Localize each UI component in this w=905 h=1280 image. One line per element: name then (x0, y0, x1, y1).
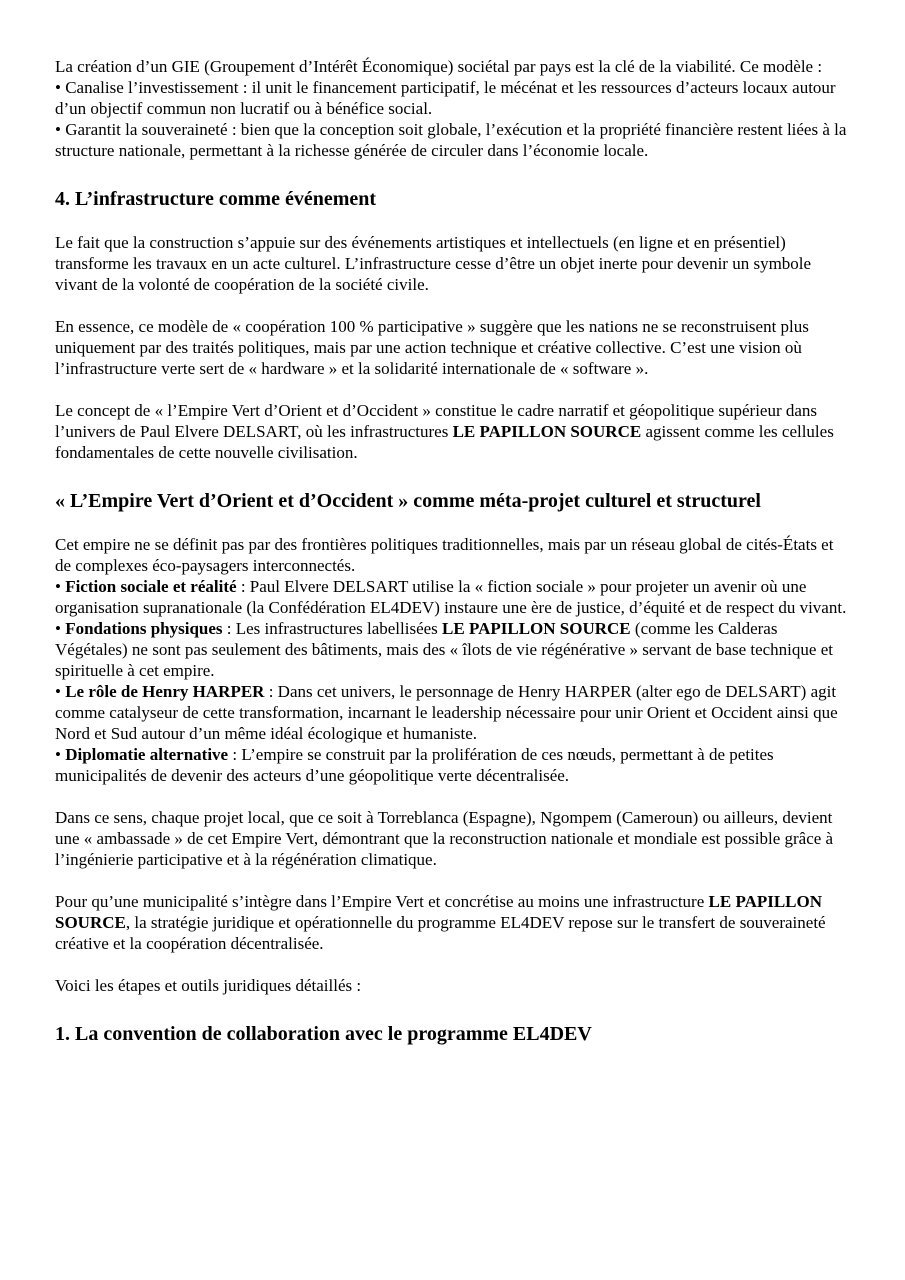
paragraph-ambassade-empire-vert: Dans ce sens, chaque projet local, que ce soit à Torreblanca (Espagne), Ngompem (Cameroun) ou ailleurs, devient une « ambassade » de cet Empire Vert, démontrant que la reconstruction nationale et mondiale est possible grâce à l’ingénierie participative et à la régénération climatique. (55, 808, 834, 869)
paragraph-gie-intro: La création d’un GIE (Groupement d’Intérêt Économique) sociétal par pays est la clé de la viabilité. Ce modèle : (55, 57, 823, 76)
paragraph-empire-frontieres: Cet empire ne se définit pas par des frontières politiques traditionnelles, mais par un réseau global de cités-États et de complexes éco-paysagers interconnectés. (55, 535, 834, 575)
heading-infrastructure-evenement: 4. L’infrastructure comme événement (55, 188, 377, 210)
paragraph-etapes-outils: Voici les étapes et outils juridiques détaillés : (55, 976, 362, 995)
paragraph-cooperation-participative: En essence, ce modèle de « coopération 100 % participative » suggère que les nations ne se reconstruisent plus uniquement par des traités politiques, mais par une action technique et créative collective. C’est une vision où l’infrastructure verte sert de « hardware » et la solidarité internationale de « software ». (55, 317, 809, 378)
bullet-canalise-investissement: • Canalise l’investissement : il unit le financement participatif, le mécénat et les ressources d’acteurs locaux autour d’un objectif commun non lucratif ou à bénéfice social. (55, 78, 836, 118)
heading-convention-collaboration: 1. La convention de collaboration avec le programme EL4DEV (55, 1023, 592, 1045)
document-content (55, 56, 848, 1046)
bullet-role-henry-harper: • Le rôle de Henry HARPER : Dans cet univers, le personnage de Henry HARPER (alter ego de DELSART) agit comme catalyseur de cette transformation, incarnant le leadership nécessaire pour unir Orient et Occident ainsi que Nord et Sud autour d’un même idéal écologique et humaniste. (55, 682, 838, 743)
paragraph-construction-evenements: Le fait que la construction s’appuie sur des événements artistiques et intellectuels (en ligne et en présentiel) transforme les travaux en un acte culturel. L’infrastructure cesse d’être un objet inerte pour devenir un symbole vivant de la volonté de coopération de la société civile. (55, 233, 812, 294)
bullet-garantit-souverainete: • Garantit la souveraineté : bien que la conception soit globale, l’exécution et la propriété financière restent liées à la structure nationale, permettant à la richesse générée de circuler dans l’économie locale. (55, 120, 847, 160)
bullet-fondations-physiques: • Fondations physiques : Les infrastructures labellisées LE PAPILLON SOURCE (comme les Calderas Végétales) ne sont pas seulement des bâtiments, mais des « îlots de vie régénérative » servant de base technique et spirituelle à cet empire. (55, 619, 833, 680)
bullet-fiction-sociale: • Fiction sociale et réalité : Paul Elvere DELSART utilise la « fiction sociale » pour projeter un avenir où une organisation supranationale (la Confédération EL4DEV) instaure une ère de justice, d’équité et de respect du vivant. (55, 577, 847, 617)
bullet-diplomatie-alternative: • Diplomatie alternative : L’empire se construit par la prolifération de ces nœuds, permettant à de petites municipalités de devenir des acteurs d’une géopolitique verte décentralisée. (55, 745, 774, 785)
paragraph-municipalite-integration: Pour qu’une municipalité s’intègre dans l’Empire Vert et concrétise au moins une infrastructure LE PAPILLON SOURCE, la stratégie juridique et opérationnelle du programme EL4DEV repose sur le transfert de souveraineté créative et la coopération décentralisée. (55, 892, 826, 953)
paragraph-empire-vert-concept: Le concept de « l’Empire Vert d’Orient et d’Occident » constitue le cadre narratif et géopolitique supérieur dans l’univers de Paul Elvere DELSART, où les infrastructures LE PAPILLON SOURCE agissent comme les cellules fondamentales de cette nouvelle civilisation. (55, 401, 834, 462)
heading-empire-vert-meta-projet: « L’Empire Vert d’Orient et d’Occident » comme méta-projet culturel et structurel (55, 490, 761, 512)
